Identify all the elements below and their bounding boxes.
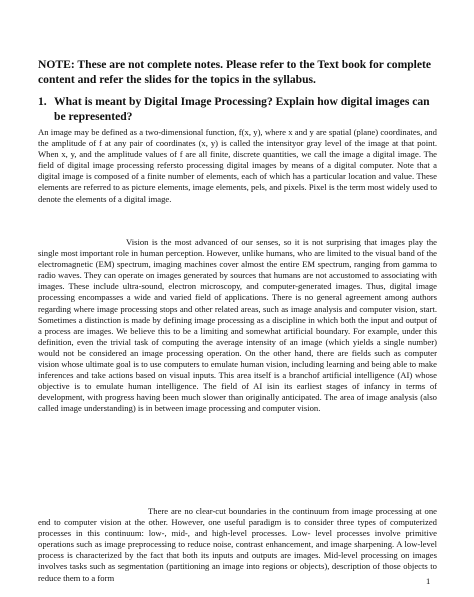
paragraph-vision — [38, 237, 437, 415]
question-heading — [38, 94, 438, 124]
paragraph-continuum — [38, 506, 437, 584]
question-number: 1. — [38, 95, 47, 108]
paragraph-text: There are no clear-cut boundaries in the continuum from image processing at one end to computer vision at the other. However, one useful paradigm is to consider three types of computerized processes in this continuum: low-, mid-, and high-level processes. Low- level processes involve primitive operations such as image preprocessing to reduce noise, contrast enhancement, and image sharpening. A low-level process is characterized by the fact that both its inputs and outputs are images. Mid-level processing on images involves tasks such as segmentation (partitioning an image into regions or objects), description of those objects to reduce them to a form — [38, 506, 437, 583]
page-number: 1 — [426, 576, 431, 586]
question-text: What is meant by Digital Image Processing? Explain how digital images can be represented? — [54, 95, 430, 123]
paragraph-text: An image may be defined as a two-dimensional function, f(x, y), where x and y are spatial (plane) coordinates, and the amplitude of f at any pair of coordinates (x, y) is called the intensityor gray level of the image at that point. When x, y, and the amplitude values of f are all finite, discrete quantities, we call the image a digital image. The field of digital image processing refersto processing digital images by means of a digital computer. Note that a digital image is composed of a finite number of elements, each of which has a particular location and value. These elements are referred to as picture elements, image elements, pels, and pixels. Pixel is the term most widely used to denote the elements of a digital image. — [38, 127, 437, 204]
note-heading: NOTE: These are not complete notes. Please refer to the Text book for complete content and refer the slides for the topics in the syllabus. — [38, 58, 432, 86]
paragraph-image-definition — [38, 127, 437, 205]
paragraph-text: Vision is the most advanced of our senses, so it is not surprising that images play the single most important role in human perception. However, unlike humans, who are limited to the visual band of the electromagnetic (EM) spectrum, imaging machines cover almost the entire EM spectrum, ranging from gamma to radio waves. They can operate on images generated by sources that humans are not accustomed to associating with images. These include ultra-sound, electron microscopy, and computer-generated images. Thus, digital image processing encompasses a wide and varied field of applications. There is no general agreement among authors regarding where image processing stops and other related areas, such as image analysis and computer vision, start. Sometimes a distinction is made by defining image processing as a discipline in which both the input and output of a process are images. We believe this to be a limiting and somewhat artificial boundary. For example, under this definition, even the trivial task of computing the average intensity of an image (which yields a single number) would not be considered an image processing operation. On the other hand, there are fields such as computer vision whose ultimate goal is to use computers to emulate human vision, including learning and being able to make inferences and take actions based on visual inputs. This area itself is a branchof artificial intelligence (AI) whose objective is to emulate human intelligence. The field of AI isin its earliest stages of infancy in terms of development, with progress having been much slower than originally anticipated. The area of image analysis (also called image understanding) is in between image processing and computer vision. — [38, 237, 437, 414]
